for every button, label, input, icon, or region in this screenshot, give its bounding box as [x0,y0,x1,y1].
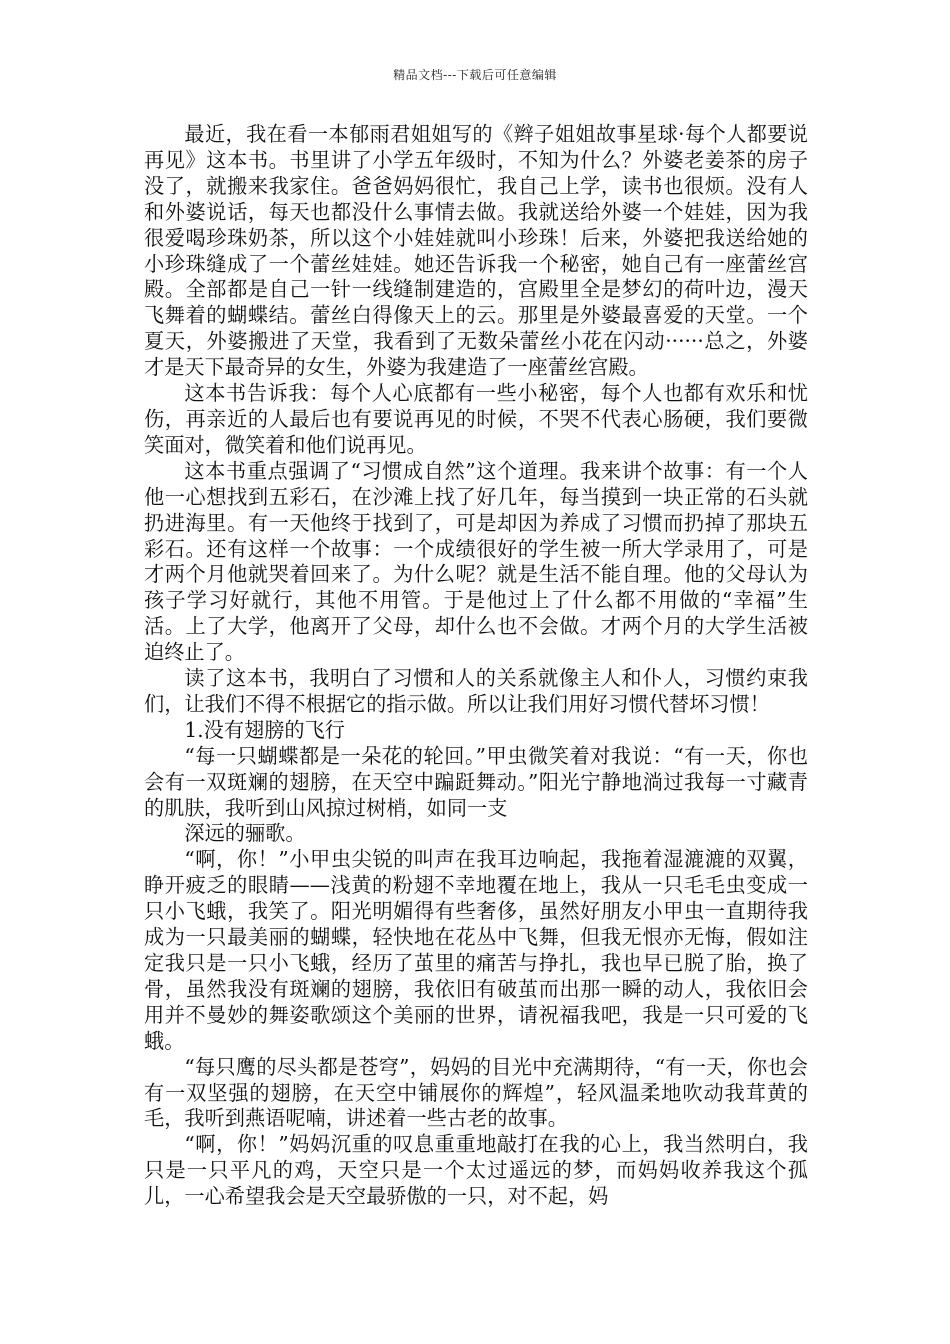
paragraph: 最近，我在看一本郁雨君姐姐写的《辫子姐姐故事星球·每个人都要说再见》这本书。书里讲了小学五年级时，不知为什么？外婆老姜茶的房子没了，就搬来我家住。爸爸妈妈很忙，我自己上学，读书也很烦。没有人和外婆说话，每天也都没什么事情去做。我就送给外婆一个娃娃，因为我很爱喝珍珠奶茶，所以这个小娃娃就叫小珍珠！后来，外婆把我送给她的小珍珠缝成了一个蕾丝娃娃。她还告诉我一个秘密，她自己有一座蕾丝宫殿。全部都是自己一针一线缝制建造的，宫殿里全是梦幻的荷叶边，漫天飞舞着的蝴蝶结。蕾丝白得像天上的云。那里是外婆最喜爱的天堂。一个夏天，外婆搬进了天堂，我看到了无数朵蕾丝小花在闪动······总之，外婆才是天下最奇异的女生，外婆为我建造了一座蕾丝宫殿。 [144,122,808,380]
page-header: 精品文档---下载后可任意编辑 [393,68,557,82]
paragraph: 读了这本书，我明白了习惯和人的关系就像主人和仆人，习惯约束我们，让我们不得不根据它的指示做。所以让我们用好习惯代替坏习惯！ [144,666,808,716]
paragraph: “每一只蝴蝶都是一朵花的轮回。”甲虫微笑着对我说：“有一天，你也会有一双斑斓的翅膀，在天空中蹁跹舞动。”阳光宁静地淌过我每一寸藏青的肌肤，我听到山风掠过树梢，如同一支 [144,743,808,820]
paragraph: “啊，你！”小甲虫尖锐的叫声在我耳边响起，我拖着湿漉漉的双翼，睁开疲乏的眼睛——浅黄的粉翅不幸地覆在地上，我从一只毛毛虫变成一只小飞蛾，我笑了。阳光明媚得有些奢侈，虽然好朋友小甲虫一直期待我成为一只最美丽的蝴蝶，轻快地在花丛中飞舞，但我无恨亦无悔，假如注定我只是一只小飞蛾，经历了茧里的痛苦与挣扎，我也早已脱了胎，换了骨，虽然我没有斑斓的翅膀，我依旧有破茧而出那一瞬的动人，我依旧会用并不曼妙的舞姿歌颂这个美丽的世界，请祝福我吧，我是一只可爱的飞蛾。 [144,847,808,1053]
paragraph: “啊，你！”妈妈沉重的叹息重重地敲打在我的心上，我当然明白，我只是一只平凡的鸡，天空只是一个太过遥远的梦，而妈妈收养我这个孤儿，一心希望我会是天空最骄傲的一只，对不起，妈 [144,1132,808,1209]
paragraph: 深远的骊歌。 [184,821,306,846]
document-body [144,122,808,1210]
paragraph: 这本书重点强调了“习惯成自然”这个道理。我来讲个故事：有一个人他一心想找到五彩石，在沙滩上找了好几年，每当摸到一块正常的石头就扔进海里。有一天他终于找到了，可是却因为养成了习惯而扔掉了那块五彩石。还有这样一个故事：一个成绩很好的学生被一所大学录用了，可是才两个月他就哭着回来了。为什么呢？就是生活不能自理。他的父母认为孩子学习好就行，其他不用管。于是他过上了什么都不用做的“幸福”生活。上了大学，他离开了父母，却什么也不会做。才两个月的大学生活被迫终止了。 [144,458,808,665]
paragraph: 这本书告诉我：每个人心底都有一些小秘密，每个人也都有欢乐和忧伤，再亲近的人最后也有要说再见的时候，不哭不代表心肠硬，我们要微笑面对，微笑着和他们说再见。 [144,381,808,457]
section-heading: 1.没有翅膀的飞行 [184,717,345,742]
paragraph: “每只鹰的尽头都是苍穹”，妈妈的目光中充满期待，“有一天，你也会有一双坚强的翅膀，在天空中铺展你的辉煌”，轻风温柔地吹动我茸黄的毛，我听到燕语呢喃，讲述着一些古老的故事。 [144,1054,808,1131]
